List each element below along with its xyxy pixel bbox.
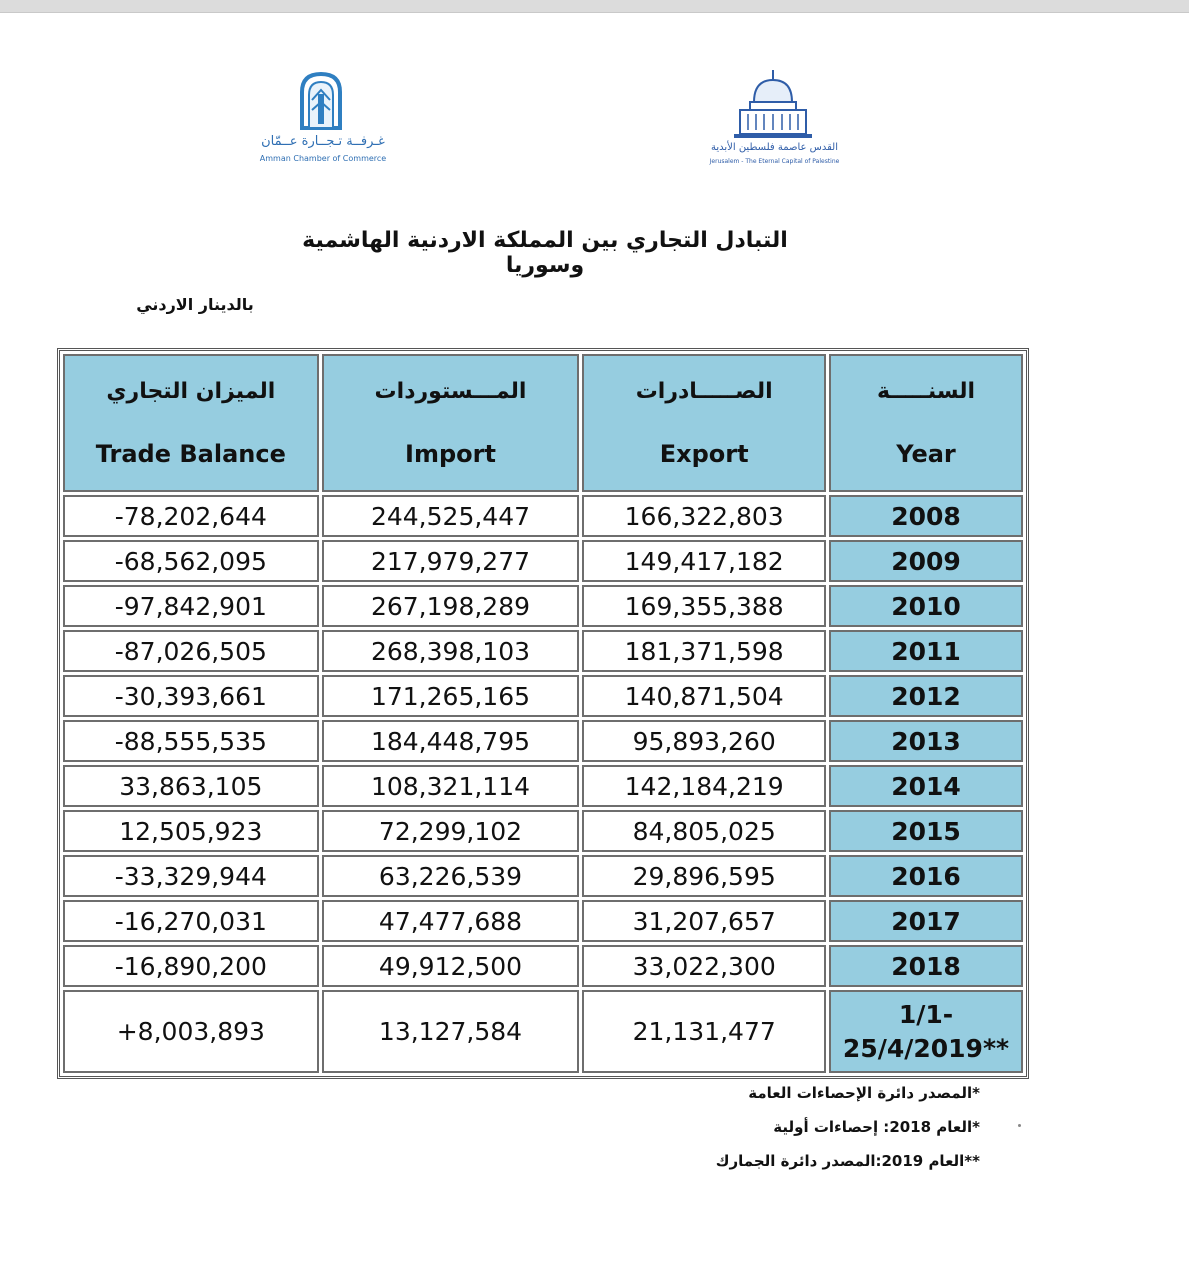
balance-cell: -97,842,901 bbox=[63, 585, 319, 627]
import-cell: 171,265,165 bbox=[322, 675, 580, 717]
note-source-statistics: *المصدر دائرة الإحصاءات العامة bbox=[748, 1084, 980, 1102]
import-cell: 184,448,795 bbox=[322, 720, 580, 762]
currency-note: بالدينار الاردني bbox=[136, 295, 254, 314]
year-cell: 2013 bbox=[829, 720, 1023, 762]
balance-cell: 12,505,923 bbox=[63, 810, 319, 852]
export-cell: 142,184,219 bbox=[582, 765, 826, 807]
header-import-ar: المـــستوردات bbox=[374, 378, 527, 404]
dome-of-the-rock-icon bbox=[732, 68, 814, 140]
table-header-row bbox=[63, 354, 1023, 492]
jerusalem-english-slogan: Jerusalem - The Eternal Capital of Palestine bbox=[709, 158, 840, 165]
table-row bbox=[63, 585, 1023, 627]
year-cell: 2014 bbox=[829, 765, 1023, 807]
table-row bbox=[63, 540, 1023, 582]
balance-cell: -30,393,661 bbox=[63, 675, 319, 717]
year-cell: 2011 bbox=[829, 630, 1023, 672]
header-export-en: Export bbox=[659, 439, 749, 468]
table-row bbox=[63, 720, 1023, 762]
table-row bbox=[63, 855, 1023, 897]
balance-cell: -68,562,095 bbox=[63, 540, 319, 582]
export-cell: 95,893,260 bbox=[582, 720, 826, 762]
export-cell: 181,371,598 bbox=[582, 630, 826, 672]
import-cell: 268,398,103 bbox=[322, 630, 580, 672]
import-cell: 72,299,102 bbox=[322, 810, 580, 852]
jerusalem-arabic-slogan: القدس عاصمة فلسطين الأبدية bbox=[710, 142, 839, 153]
trade-table bbox=[60, 351, 1026, 1076]
source-notes bbox=[690, 1080, 980, 1182]
import-cell: 267,198,289 bbox=[322, 585, 580, 627]
export-cell: 31,207,657 bbox=[582, 900, 826, 942]
year-range-end: 25/4/2019** bbox=[842, 1033, 1010, 1063]
header-year-en: Year bbox=[896, 439, 956, 468]
jerusalem-logo bbox=[692, 66, 857, 176]
table-row bbox=[63, 630, 1023, 672]
export-cell: 149,417,182 bbox=[582, 540, 826, 582]
header-trade-balance-en: Trade Balance bbox=[95, 439, 286, 468]
balance-cell: -16,890,200 bbox=[63, 945, 319, 987]
import-cell: 244,525,447 bbox=[322, 495, 580, 537]
balance-cell: -33,329,944 bbox=[63, 855, 319, 897]
table-row bbox=[63, 765, 1023, 807]
stray-dot bbox=[1018, 1124, 1021, 1127]
year-cell: 2012 bbox=[829, 675, 1023, 717]
import-cell: 63,226,539 bbox=[322, 855, 580, 897]
table-row bbox=[63, 810, 1023, 852]
import-cell: 13,127,584 bbox=[322, 990, 580, 1073]
balance-cell: 33,863,105 bbox=[63, 765, 319, 807]
balance-cell: -78,202,644 bbox=[63, 495, 319, 537]
export-cell: 140,871,504 bbox=[582, 675, 826, 717]
year-cell: 2010 bbox=[829, 585, 1023, 627]
header-year bbox=[829, 354, 1023, 492]
balance-cell: -16,270,031 bbox=[63, 900, 319, 942]
table-row bbox=[63, 495, 1023, 537]
export-cell: 21,131,477 bbox=[582, 990, 826, 1073]
trade-table-frame bbox=[57, 348, 1029, 1079]
balance-cell: +8,003,893 bbox=[63, 990, 319, 1073]
header-import-en: Import bbox=[405, 439, 496, 468]
table-row bbox=[63, 900, 1023, 942]
year-cell: 2015 bbox=[829, 810, 1023, 852]
table-row bbox=[63, 945, 1023, 987]
import-cell: 217,979,277 bbox=[322, 540, 580, 582]
import-cell: 47,477,688 bbox=[322, 900, 580, 942]
import-cell: 49,912,500 bbox=[322, 945, 580, 987]
year-cell: 2009 bbox=[829, 540, 1023, 582]
document-title: التبادل التجاري بين المملكة الاردنية الهاشمية وسوريا bbox=[302, 228, 788, 278]
export-cell: 166,322,803 bbox=[582, 495, 826, 537]
table-row bbox=[63, 675, 1023, 717]
balance-cell: -88,555,535 bbox=[63, 720, 319, 762]
amman-chamber-emblem-icon bbox=[298, 70, 344, 130]
amman-chamber-english-name: Amman Chamber of Commerce bbox=[259, 154, 387, 163]
year-cell: 2008 bbox=[829, 495, 1023, 537]
header-export bbox=[582, 354, 826, 492]
note-2019-customs: **العام 2019:المصدر دائرة الجمارك bbox=[715, 1152, 980, 1170]
year-cell-partial bbox=[829, 990, 1023, 1073]
header-export-ar: الصـــــادرات bbox=[635, 378, 773, 404]
header-trade-balance-ar: الميزان التجاري bbox=[106, 378, 276, 404]
export-cell: 29,896,595 bbox=[582, 855, 826, 897]
balance-cell: -87,026,505 bbox=[63, 630, 319, 672]
header-trade-balance bbox=[63, 354, 319, 492]
amman-chamber-arabic-name: غـرفــة تـجــارة عــمّان bbox=[261, 134, 385, 149]
export-cell: 169,355,388 bbox=[582, 585, 826, 627]
year-cell: 2016 bbox=[829, 855, 1023, 897]
import-cell: 108,321,114 bbox=[322, 765, 580, 807]
year-cell: 2018 bbox=[829, 945, 1023, 987]
export-cell: 84,805,025 bbox=[582, 810, 826, 852]
header-year-ar: السنـــــة bbox=[876, 378, 976, 404]
note-2018-preliminary: *العام 2018: إحصاءات أولية bbox=[773, 1118, 980, 1136]
table-row-partial-year bbox=[63, 990, 1023, 1073]
header-import bbox=[322, 354, 580, 492]
top-bar bbox=[0, 0, 1189, 13]
amman-chamber-logo bbox=[238, 66, 408, 166]
export-cell: 33,022,300 bbox=[582, 945, 826, 987]
year-cell: 2017 bbox=[829, 900, 1023, 942]
year-range-start: 1/1- bbox=[898, 999, 954, 1029]
